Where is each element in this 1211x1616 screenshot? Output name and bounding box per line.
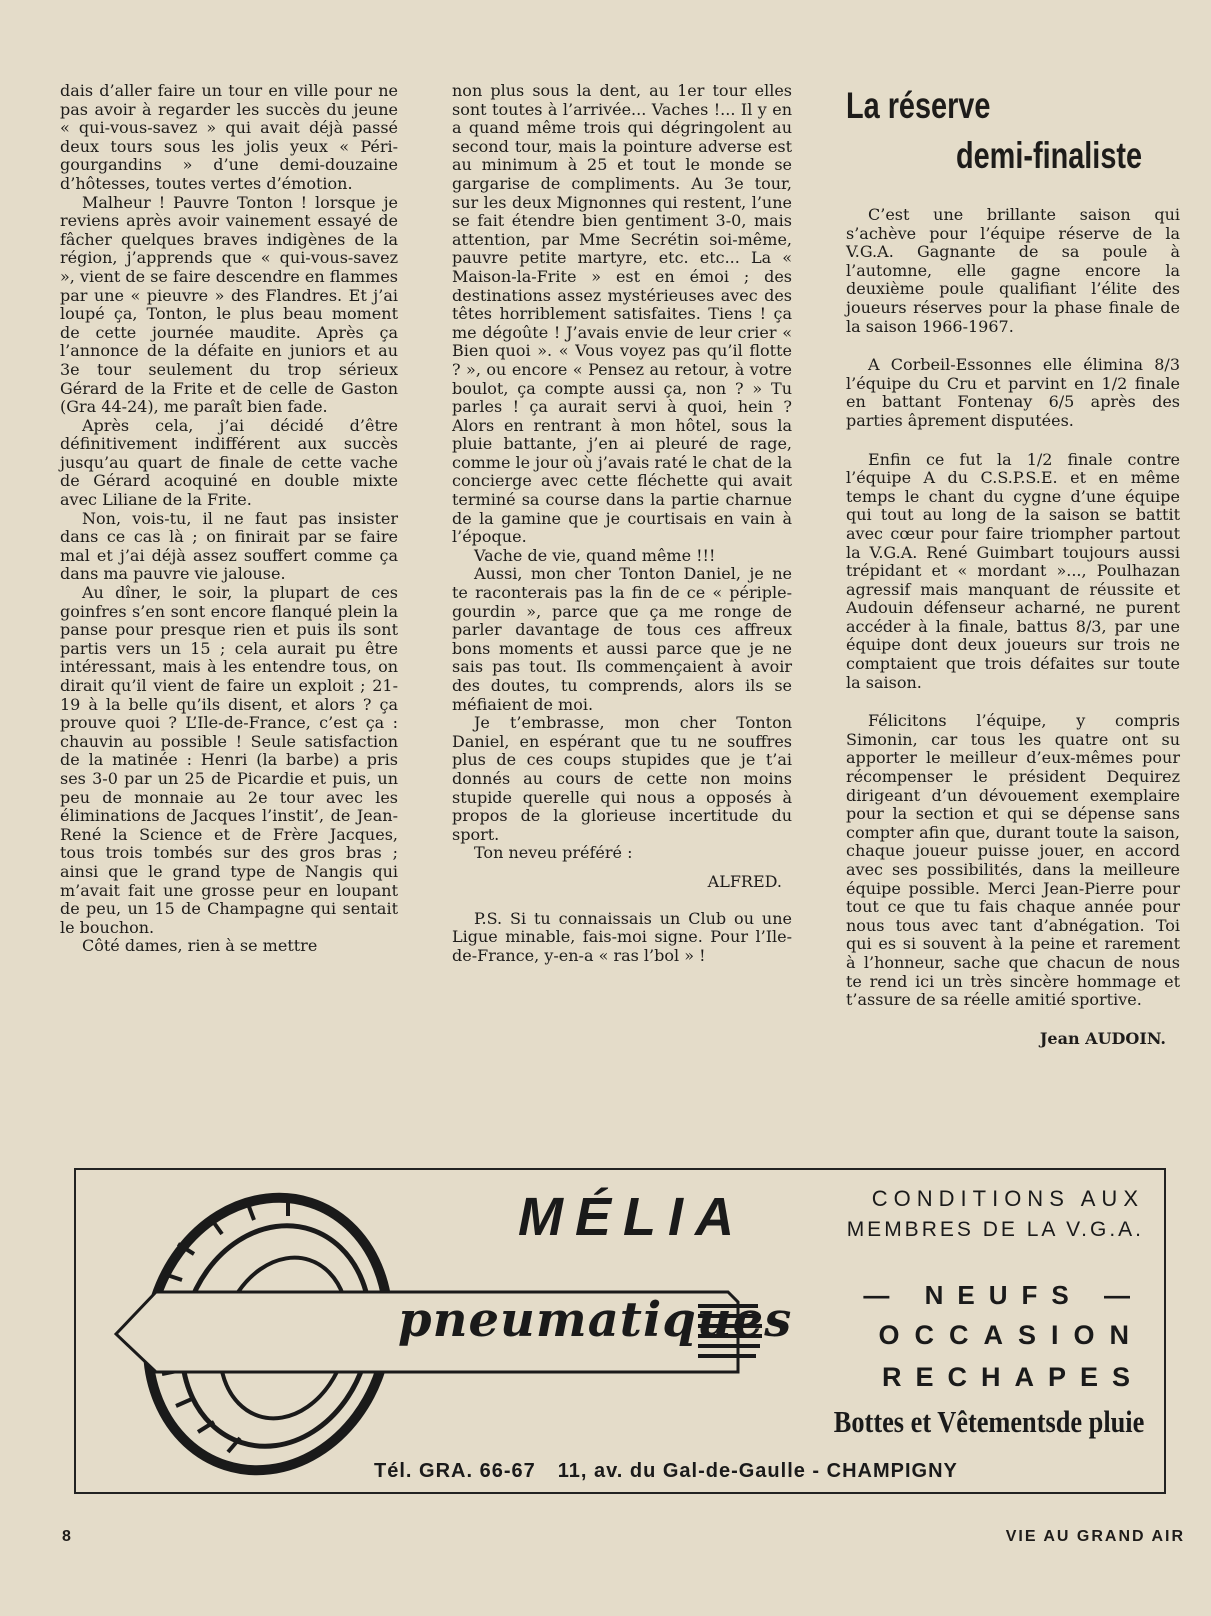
- address: 11, av. du Gal-de-Gaulle - CHAMPIGNY: [557, 1460, 958, 1482]
- paragraph: Côté dames, rien à se mettre: [82, 936, 318, 956]
- paragraph: Ton neveu préféré :: [474, 843, 633, 863]
- advertisement: [74, 1168, 1166, 1494]
- column-1: [60, 82, 398, 956]
- brand-subtitle: pneumatiques: [398, 1292, 793, 1348]
- headline-line-2: demi-finaliste: [956, 135, 1143, 176]
- paragraph: Félicitons l’équipe, y compris Simonin, car tous les quatre ont su apporter le meilleur d’eux-mêmes pour récompenser le président Dequirez dirigeant d’un dévouement exemplaire pour la section et qui se dépense sans compter afin que, durant toute la saison, chaque joueur puisse jouer, en accord avec ses possibilités, dans la meilleure équipe possible. Merci Jean-Pierre pour tout ce que tu fais chaque année pour nous tous avec tant d’abnégation. Toi qui es si souvent à la peine et rarement à l’honneur, sache que chacun de nous te rend ici un très sincère hommage et t’assure de sa réelle amitié sportive.: [846, 711, 1180, 1010]
- article-body: [846, 206, 1180, 1068]
- letter-signature: ALFRED.: [707, 871, 782, 891]
- conditions-line-1: CONDITIONS AUX: [871, 1186, 1144, 1211]
- paragraph: Je t’embrasse, mon cher Tonton Daniel, en espérant que tu ne souffres plus de ces coups stupides que je t’ai donnés au cours de cette non moins stupide querelle qui nous a opposés à propos de la glorieuse incertitude du sport.: [452, 713, 792, 844]
- paragraph: C’est une brillante saison qui s’achève pour l’équipe réserve de la V.G.A. Gagnante de sa poule à l’automne, elle gagne encore la deuxième poule qualifiant l’élite des joueurs réserves pour la phase finale de la saison 1966-1967.: [846, 205, 1180, 336]
- headline-line-1: La réserve: [846, 85, 991, 126]
- page-number: 8: [62, 1528, 71, 1545]
- paragraph: Aussi, mon cher Tonton Daniel, je ne te raconterais pas la fin de ce « périple-gourdin », parce que ça me ronge de parler davantage de tous ces affreux bons moments et aussi parce que je ne sais pas tout. Ils commençaient à avoir des doutes, tu comprends, alors ils se méfiaient de moi.: [452, 564, 792, 714]
- author-signature: Jean AUDOIN.: [1039, 1028, 1166, 1048]
- conditions-line-2: MEMBRES DE LA V.G.A.: [846, 1218, 1144, 1241]
- magazine-name: VIE AU GRAND AIR: [1005, 1528, 1185, 1545]
- column-2: [452, 82, 792, 965]
- brand-logo: MÉLIA: [518, 1187, 746, 1247]
- contact-line: [374, 1460, 958, 1483]
- paragraph: Vache de vie, quand même !!!: [474, 545, 716, 565]
- offer-occasion: OCCASION: [878, 1320, 1144, 1350]
- telephone: Tél. GRA. 66-67: [374, 1460, 536, 1482]
- paragraph: Enfin ce fut la 1/2 finale contre l’équipe A du C.S.P.S.E. et en même temps le chant du cygne d’une équipe qui tout au long de la saison se battit avec cœur pour faire triompher partout la V.G.A. René Guimbart toujours aussi trépidant et « mordant »..., Poulhazan agressif mais manquant de réussite et Audouin défenseur acharné, ne purent accéder à la finale, battus 8/3, par une équipe dont deux joueurs sur trois ne comptaient que trois défaites sur toute la saison.: [846, 449, 1180, 692]
- offer-neufs: — NEUFS —: [863, 1280, 1144, 1310]
- paragraph: Au dîner, le soir, la plupart de ces goinfres s’en sont encore flanqué plein la panse pour presque rien et puis ils sont partis vers un 15 ; cela aurait pu être intéressant, mais à les entendre tous, on dirait qu’il vient de faire un exploit ; 21-19 à la belle qu’ils disent, et alors ? ça prouve quoi ? L’Ile-de-France, c’est ça : chauvin au possible ! Seule satisfaction de la matinée : Henri (la barbe) a pris ses 3-0 par un 25 de Picardie et puis, un peu de monnaie au 2e tour avec les éliminations de Jacques l’instit’, de Jean-René la Science et de Frère Jacques, tous trois tombés sur des gros bras ; ainsi que le grand type de Nangis qui m’avait fait une grosse peur en loupant de peu, un 15 de Champagne qui sentait le bouchon.: [60, 583, 398, 937]
- paragraph: A Corbeil-Essonnes elle élimina 8/3 l’équipe du Cru et parvint en 1/2 finale en battant Fontenay 6/5 après des parties âprement disputées.: [846, 355, 1180, 430]
- offer-rechapes: RECHAPES: [881, 1362, 1144, 1392]
- paragraph: Après cela, j’ai décidé d’être définitivement indifférent aux succès jusqu’au quart de finale de cette vache de Gérard acoquiné en double mixte avec Liliane de la Frite.: [60, 415, 398, 510]
- paragraph: dais d’aller faire un tour en ville pour ne pas avoir à regarder les succès du jeune « qui-vous-savez » qui avait déjà passé deux tours sous les jolis yeux « Péri-gourgandins » d’une demi-douzaine d’hôtesses, toutes vertes d’émotion.: [60, 81, 398, 193]
- postscript: P.S. Si tu connaissais un Club ou une Ligue minable, fais-moi signe. Pour l’Ile-de-France, y-en-a « ras l’bol » !: [452, 908, 792, 965]
- paragraph: non plus sous la dent, au 1er tour elles sont toutes à l’arrivée... Vaches !... Il y en a quand même trois qui dégringolent au second tour, mais la pointure adverse est au minimum à 25 et tout le monde se gargarise de compliments. Au 3e tour, sur les deux Mignonnes qui restent, l’une se fait étendre bien gentiment 3-0, mais attention, par Mme Secrétin soi-même, pauvre petite martyre, etc. etc... La « Maison-la-Frite » est en émoi ; des destinations assez mystérieuses avec des têtes horriblement satisfaites. Tiens ! ça me dégoûte ! J’avais envie de leur crier « Bien quoi ». « Vous voyez pas qu’il flotte ? », ou encore « Pensez au retour, à votre boulot, ça compte aussi ça, non ? » Tu parles ! ça aurait servi à quoi, hein ? Alors en rentrant à mon hôtel, sous la pluie battante, j’en ai pleuré de rage, comme le jour où j’avais raté le chat de la concierge avec cette fléchette qui avait terminé sa course dans la partie charnue de la gamine que je courtisais en vain à l’époque.: [452, 81, 793, 547]
- offer-bottes: Bottes et Vêtementsde pluie: [833, 1404, 1144, 1439]
- paragraph: Non, vois-tu, il ne faut pas insister dans ce cas là ; on finirait par se faire mal et j’ai déjà assez souffert comme ça dans ma pauvre vie jalouse.: [60, 508, 398, 584]
- paragraph: Malheur ! Pauvre Tonton ! lorsque je reviens après avoir vainement essayé de fâcher quelques braves indigènes de la région, j’apprends que « qui-vous-savez », vient de se faire descendre en flammes par une « pieuvre » des Flandres. Et j’ai loupé ça, Tonton, le plus beau moment de cette journée maudite. Après ça l’annonce de la défaite en juniors et au 3e tour seulement du trop sérieux Gérard de la Frite et de celle de Gaston (Gra 44-24), me paraît bien fade.: [60, 192, 398, 417]
